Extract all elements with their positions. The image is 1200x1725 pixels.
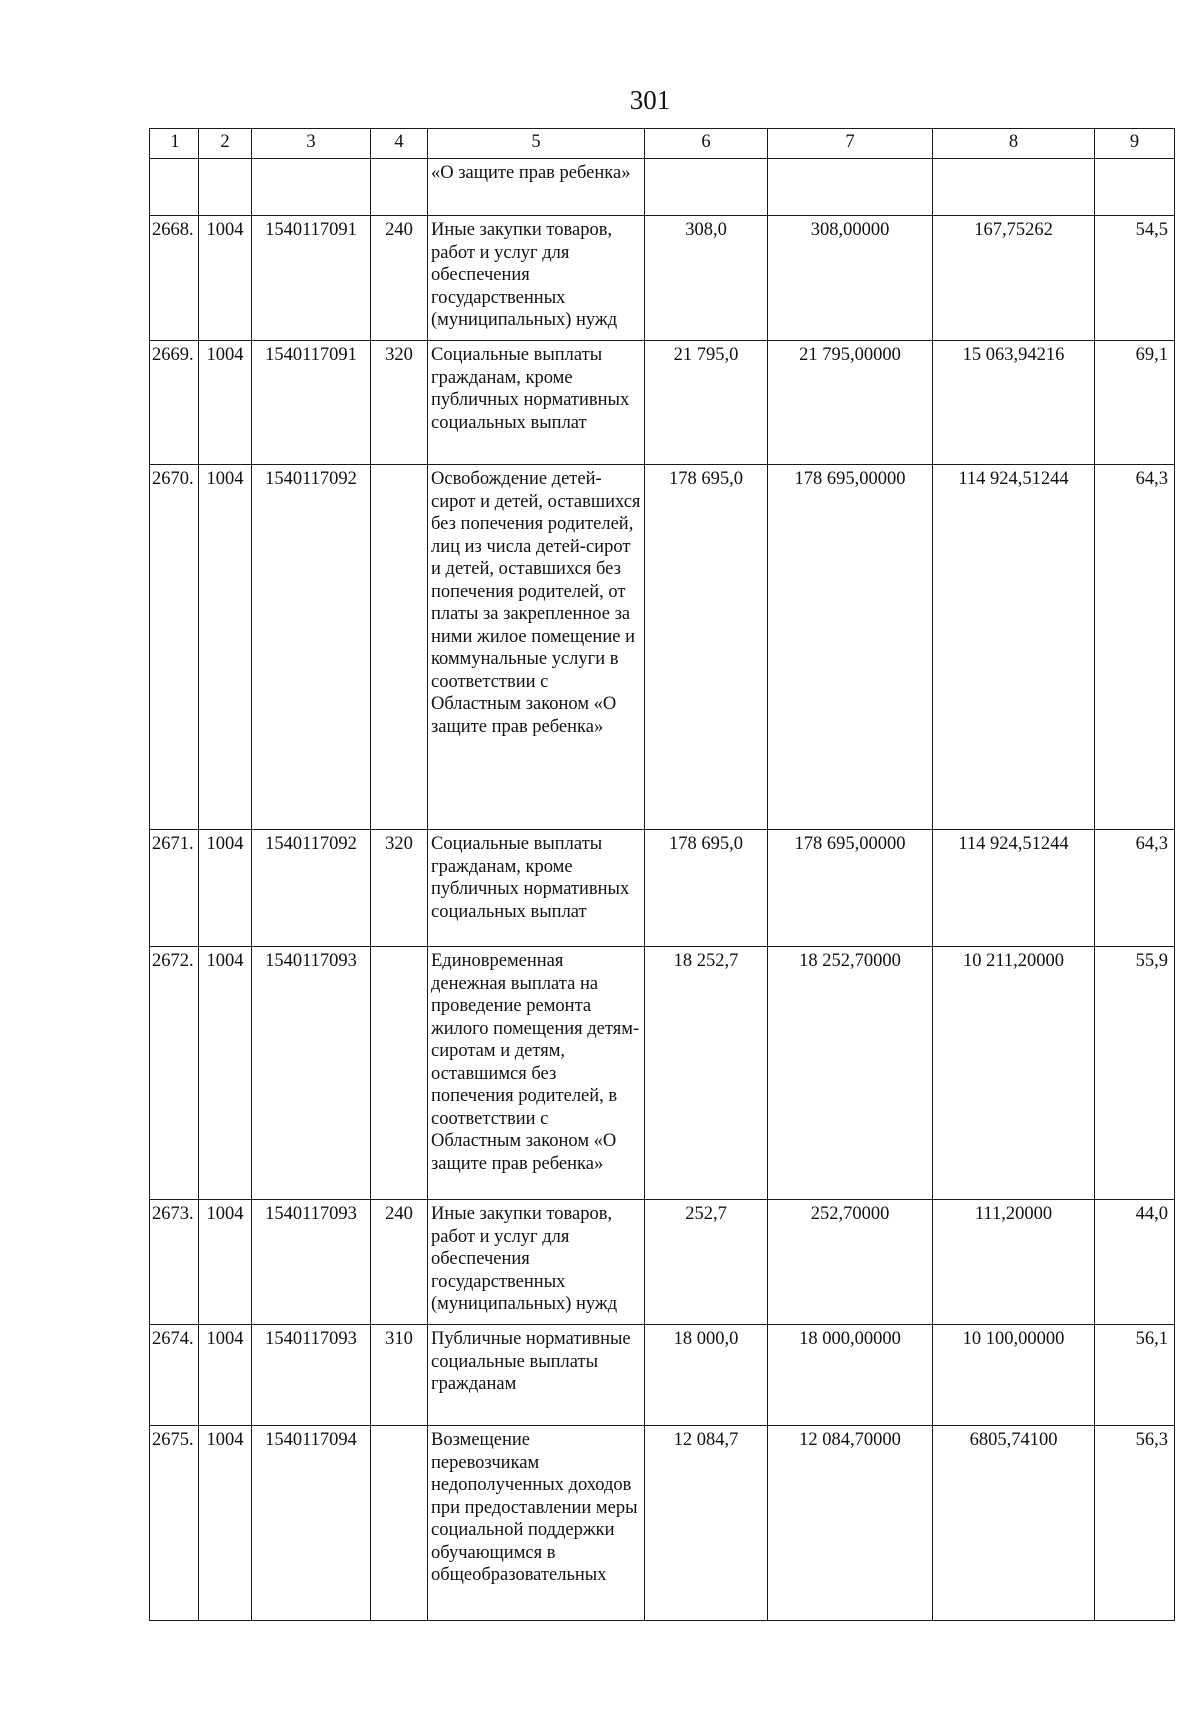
approved-amount-cell: 18 252,70000: [768, 947, 933, 1200]
executed-amount-cell: 10 211,20000: [933, 947, 1095, 1200]
description-cell: Социальные выплаты гражданам, кроме публичных нормативных социальных выплат: [428, 830, 645, 947]
description-cell: Освобождение детей-сирот и детей, оставшихся без попечения родителей, лиц из числа детей-сирот и детей, оставшихся без попечения родителей, от платы за закрепленное за ними жилое помещение и коммунальные услуги в соответствии с Областным законом «О защите прав ребенка»: [428, 465, 645, 830]
planned-amount-cell: 18 252,7: [645, 947, 768, 1200]
section-code-cell: 1004: [199, 1426, 252, 1621]
expense-type-cell: [371, 465, 428, 830]
row-number-cell: 2673.: [150, 1200, 199, 1325]
row-number-cell: 2671.: [150, 830, 199, 947]
planned-amount-cell: [645, 159, 768, 216]
description-cell: Единовременная денежная выплата на проведение ремонта жилого помещения детям-сиротам и детям, оставшимся без попечения родителей, в соответствии с Областным законом «О защите прав ребенка»: [428, 947, 645, 1200]
approved-amount-cell: 252,70000: [768, 1200, 933, 1325]
row-number-cell: 2668.: [150, 216, 199, 341]
header-cell-3: 3: [252, 129, 371, 159]
expense-type-cell: 320: [371, 830, 428, 947]
expense-type-cell: [371, 947, 428, 1200]
target-code-cell: 1540117092: [252, 830, 371, 947]
expense-type-cell: 310: [371, 1325, 428, 1426]
planned-amount-cell: 178 695,0: [645, 830, 768, 947]
executed-amount-cell: 111,20000: [933, 1200, 1095, 1325]
section-code-cell: 1004: [199, 947, 252, 1200]
approved-amount-cell: 178 695,00000: [768, 465, 933, 830]
target-code-cell: 1540117093: [252, 1200, 371, 1325]
table-row: [150, 1426, 1175, 1621]
table-row: [150, 465, 1175, 830]
percent-cell: 64,3: [1095, 465, 1175, 830]
planned-amount-cell: 178 695,0: [645, 465, 768, 830]
planned-amount-cell: 308,0: [645, 216, 768, 341]
planned-amount-cell: 21 795,0: [645, 341, 768, 465]
target-code-cell: 1540117091: [252, 216, 371, 341]
approved-amount-cell: 21 795,00000: [768, 341, 933, 465]
approved-amount-cell: 18 000,00000: [768, 1325, 933, 1426]
percent-cell: 56,3: [1095, 1426, 1175, 1621]
section-code-cell: 1004: [199, 830, 252, 947]
approved-amount-cell: 308,00000: [768, 216, 933, 341]
section-code-cell: 1004: [199, 465, 252, 830]
header-cell-2: 2: [199, 129, 252, 159]
executed-amount-cell: 167,75262: [933, 216, 1095, 341]
section-code-cell: 1004: [199, 1325, 252, 1426]
target-code-cell: 1540117093: [252, 1325, 371, 1426]
description-cell: «О защите прав ребенка»: [428, 159, 645, 216]
row-number-cell: 2675.: [150, 1426, 199, 1621]
header-cell-9: 9: [1095, 129, 1175, 159]
target-code-cell: 1540117094: [252, 1426, 371, 1621]
section-code-cell: 1004: [199, 216, 252, 341]
budget-table: [149, 128, 1175, 1621]
executed-amount-cell: 10 100,00000: [933, 1325, 1095, 1426]
executed-amount-cell: 6805,74100: [933, 1426, 1095, 1621]
target-code-cell: 1540117092: [252, 465, 371, 830]
executed-amount-cell: 114 924,51244: [933, 830, 1095, 947]
expense-type-cell: 240: [371, 216, 428, 341]
planned-amount-cell: 252,7: [645, 1200, 768, 1325]
table-row: [150, 947, 1175, 1200]
header-cell-1: 1: [150, 129, 199, 159]
percent-cell: 56,1: [1095, 1325, 1175, 1426]
executed-amount-cell: 15 063,94216: [933, 341, 1095, 465]
page-number: 301: [629, 85, 671, 115]
percent-cell: 69,1: [1095, 341, 1175, 465]
description-cell: Иные закупки товаров, работ и услуг для обеспечения государственных (муниципальных) нужд: [428, 1200, 645, 1325]
row-number-cell: 2669.: [150, 341, 199, 465]
description-cell: Публичные нормативные социальные выплаты гражданам: [428, 1325, 645, 1426]
percent-cell: [1095, 159, 1175, 216]
expense-type-cell: 320: [371, 341, 428, 465]
header-cell-7: 7: [768, 129, 933, 159]
approved-amount-cell: 12 084,70000: [768, 1426, 933, 1621]
percent-cell: 54,5: [1095, 216, 1175, 341]
description-cell: Социальные выплаты гражданам, кроме публичных нормативных социальных выплат: [428, 341, 645, 465]
description-cell: Возмещение перевозчикам недополученных доходов при предоставлении меры социальной поддержки обучающимся в общеобразовательных: [428, 1426, 645, 1621]
approved-amount-cell: [768, 159, 933, 216]
header-cell-8: 8: [933, 129, 1095, 159]
table-row: [150, 216, 1175, 341]
percent-cell: 64,3: [1095, 830, 1175, 947]
header-cell-4: 4: [371, 129, 428, 159]
percent-cell: 55,9: [1095, 947, 1175, 1200]
section-code-cell: 1004: [199, 341, 252, 465]
table-row: [150, 830, 1175, 947]
expense-type-cell: [371, 159, 428, 216]
target-code-cell: 1540117093: [252, 947, 371, 1200]
table-header-row: [150, 129, 1175, 159]
row-number-cell: [150, 159, 199, 216]
description-cell: Иные закупки товаров, работ и услуг для обеспечения государственных (муниципальных) нужд: [428, 216, 645, 341]
section-code-cell: 1004: [199, 1200, 252, 1325]
table-row: [150, 1325, 1175, 1426]
planned-amount-cell: 18 000,0: [645, 1325, 768, 1426]
section-code-cell: [199, 159, 252, 216]
table-row: [150, 341, 1175, 465]
approved-amount-cell: 178 695,00000: [768, 830, 933, 947]
row-number-cell: 2674.: [150, 1325, 199, 1426]
executed-amount-cell: [933, 159, 1095, 216]
header-cell-6: 6: [645, 129, 768, 159]
header-cell-5: 5: [428, 129, 645, 159]
row-number-cell: 2670.: [150, 465, 199, 830]
executed-amount-cell: 114 924,51244: [933, 465, 1095, 830]
planned-amount-cell: 12 084,7: [645, 1426, 768, 1621]
expense-type-cell: 240: [371, 1200, 428, 1325]
percent-cell: 44,0: [1095, 1200, 1175, 1325]
target-code-cell: 1540117091: [252, 341, 371, 465]
row-number-cell: 2672.: [150, 947, 199, 1200]
target-code-cell: [252, 159, 371, 216]
table-row: [150, 159, 1175, 216]
table-row: [150, 1200, 1175, 1325]
expense-type-cell: [371, 1426, 428, 1621]
